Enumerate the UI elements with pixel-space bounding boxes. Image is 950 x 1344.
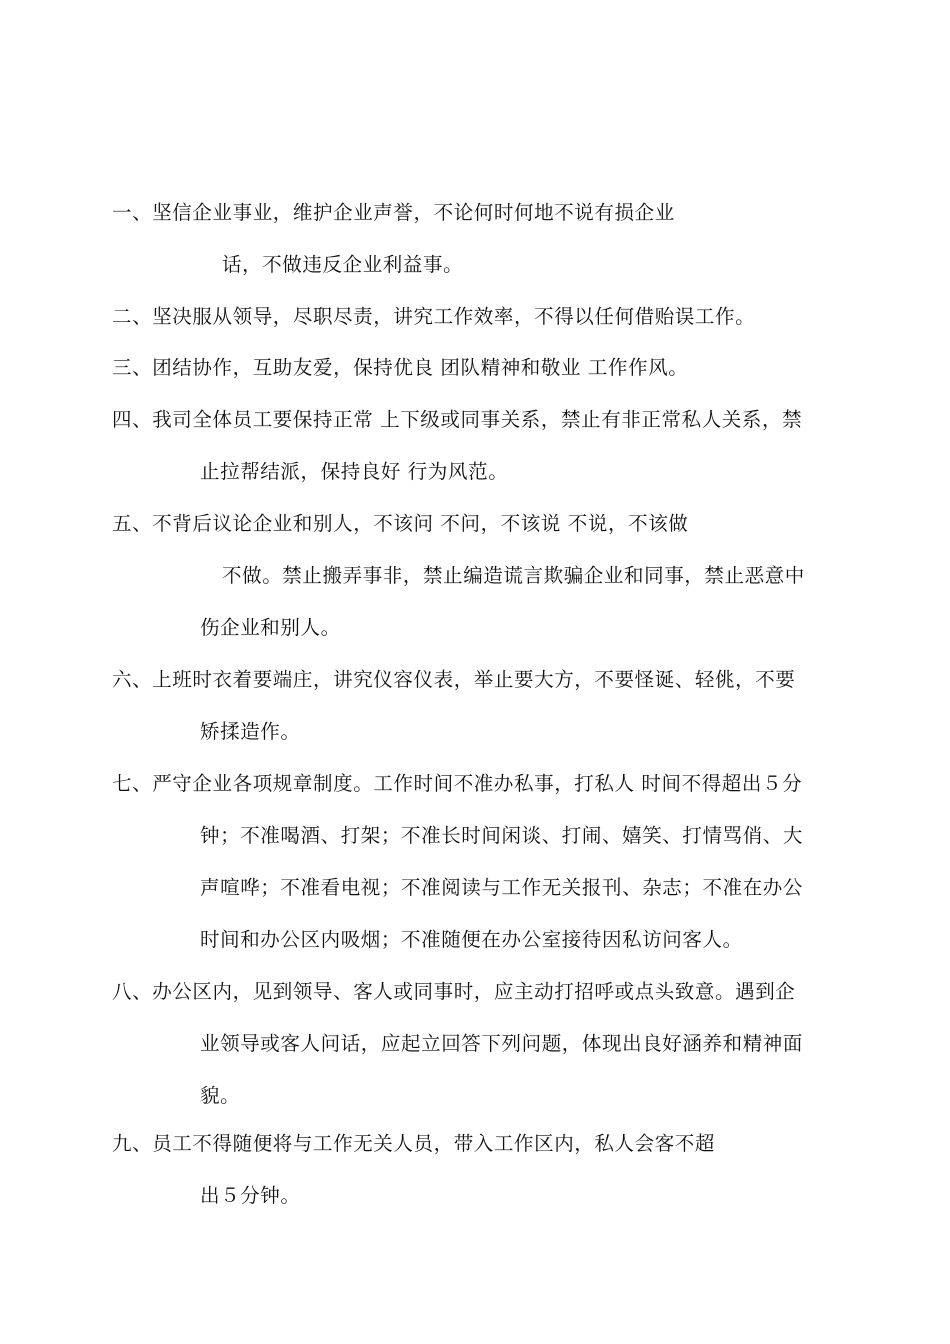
rule-8-line-2: 业领导或客人问话，应起立回答下列问题，体现出良好涵养和精神面 bbox=[200, 1032, 804, 1055]
rule-5-line-2: 不做。禁止搬弄事非，禁止编造谎言欺骗企业和同事，禁止恶意中 bbox=[222, 564, 805, 587]
rule-7-line-1: 七、严守企业各项规章制度。工作时间不准办私事，打私人 时间不得超出５分 bbox=[112, 772, 803, 795]
rule-2-line-1: 二、坚决服从领导，尽职尽责，讲究工作效率，不得以任何借贻误工作。 bbox=[112, 305, 756, 328]
rule-1-line-1: 一、坚信企业事业，维护企业声誉，不论何时何地不说有损企业 bbox=[112, 201, 675, 224]
rule-4-line-1: 四、我司全体员工要保持正常 上下级或同事关系，禁止有非正常私人关系，禁 bbox=[112, 408, 803, 431]
rule-6-line-2: 矫揉造作。 bbox=[200, 720, 301, 743]
rule-1-line-2: 话，不做违反企业利益事。 bbox=[222, 253, 464, 276]
rule-8-line-3: 貌。 bbox=[200, 1084, 241, 1107]
rule-7-line-2: 钟；不准喝酒、打架；不准长时间闲谈、打闹、嬉笑、打情骂俏、大 bbox=[200, 824, 804, 847]
rule-6-line-1: 六、上班时衣着要端庄，讲究仪容仪表，举止要大方，不要怪诞、轻佻，不要 bbox=[112, 668, 796, 691]
rule-8-line-1: 八、办公区内，见到领导、客人或同事时，应主动打招呼或点头致意。遇到企 bbox=[112, 980, 796, 1003]
rule-5-line-3: 伤企业和别人。 bbox=[200, 616, 341, 639]
rule-5-line-1: 五、不背后议论企业和别人，不该问 不问，不该说 不说，不该做 bbox=[112, 512, 689, 535]
rule-7-line-3: 声喧哗；不准看电视；不准阅读与工作无关报刊、杂志；不准在办公 bbox=[200, 876, 804, 899]
rule-7-line-4: 时间和办公区内吸烟；不准随便在办公室接待因私访问客人。 bbox=[200, 928, 743, 951]
rule-3-line-1: 三、团结协作，互助友爱，保持优良 团队精神和敬业 工作作风。 bbox=[112, 356, 689, 379]
rule-9-line-2: 出５分钟。 bbox=[200, 1184, 301, 1207]
rule-4-line-2: 止拉帮结派，保持良好 行为风范。 bbox=[200, 460, 509, 483]
rule-9-line-1: 九、员工不得随便将与工作无关人员，带入工作区内，私人会客不超 bbox=[112, 1132, 716, 1155]
